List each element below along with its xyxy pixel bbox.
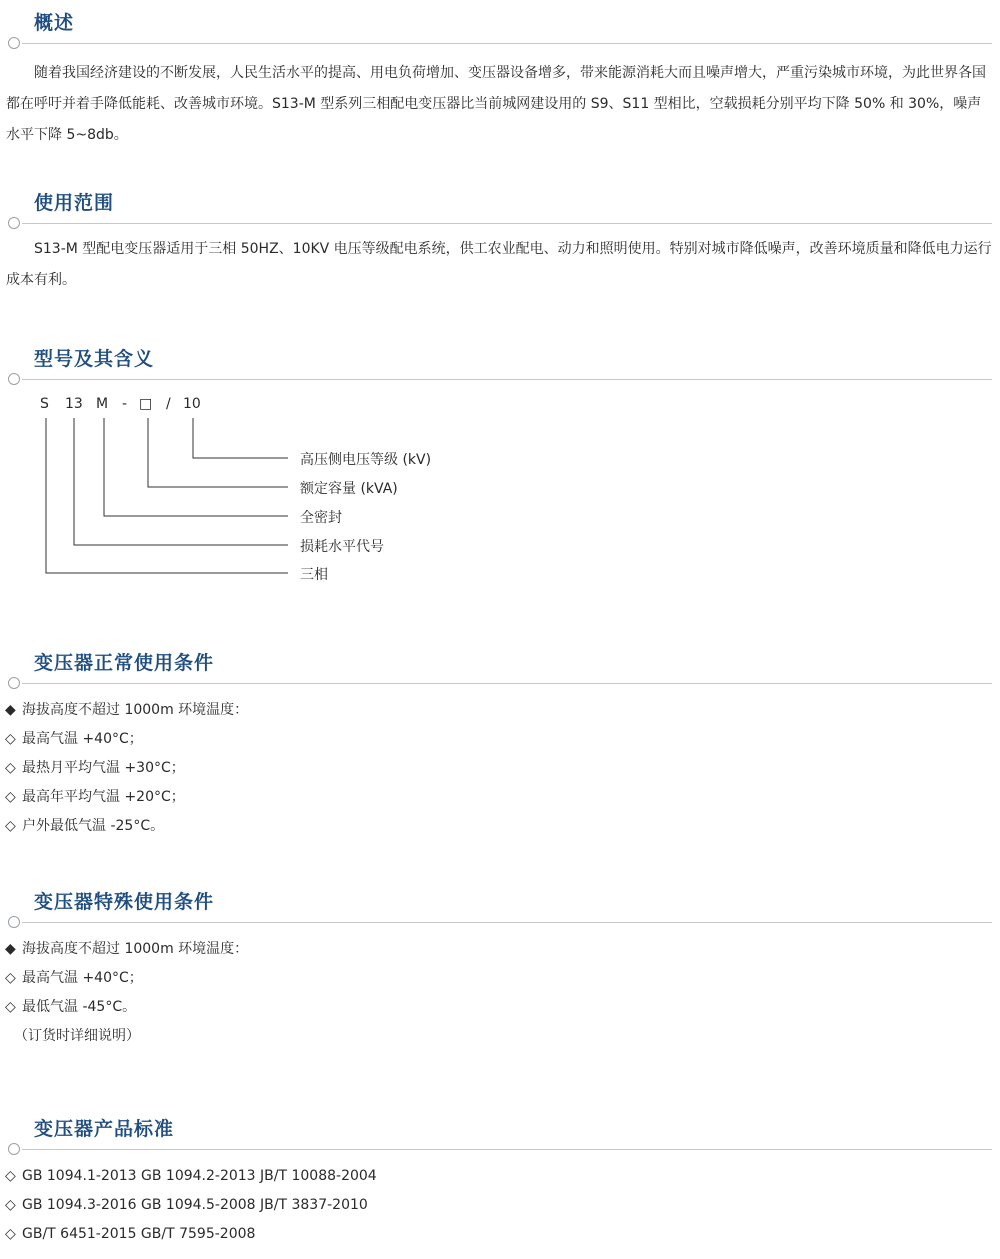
section-header bbox=[0, 650, 1000, 686]
section-header bbox=[0, 889, 1000, 925]
section-header bbox=[0, 346, 1000, 382]
model-diagram bbox=[0, 396, 500, 596]
connector-line bbox=[46, 418, 288, 573]
circle-icon bbox=[8, 373, 20, 385]
section-header bbox=[0, 10, 1000, 46]
model-code-voltage: 10 bbox=[183, 396, 201, 412]
list-item: ◇ GB 1094.3-2016 GB 1094.5-2008 JB/T 3837-2010 bbox=[0, 1191, 1000, 1220]
section-title: 使用范围 bbox=[34, 192, 115, 214]
filled-diamond-icon: ◆ bbox=[5, 702, 16, 718]
model-label-loss-level: 损耗水平代号 bbox=[300, 539, 384, 555]
diamond-icon: ◇ bbox=[5, 731, 16, 747]
list-item: ◇ 最高气温 +40°C； bbox=[0, 964, 1000, 993]
standards-section bbox=[0, 1116, 1000, 1249]
special-conditions-section bbox=[0, 889, 1000, 1051]
circle-icon bbox=[8, 1143, 20, 1155]
list-item: ◇ 最高气温 +40°C； bbox=[0, 725, 1000, 754]
divider bbox=[22, 683, 992, 684]
scope-section bbox=[0, 190, 1000, 296]
normal-conditions-section bbox=[0, 650, 1000, 841]
overview-text: 随着我国经济建设的不断发展，人民生活水平的提高、用电负荷增加、变压器设备增多，带来能源消耗大而且噪声增大，严重污染城市环境，为此世界各国都在呼吁并着手降低能耗、改善城市环境。S13-M 型系列三相配电变压器比当前城网建设用的 S9、S11 型相比，空载损耗分别平均下降 50% 和 30%，噪声水平下降 5~8db。 bbox=[6, 65, 986, 143]
section-title: 型号及其含义 bbox=[34, 348, 155, 370]
standards-list bbox=[0, 1162, 1000, 1249]
connector-line bbox=[193, 418, 288, 458]
diamond-icon: ◇ bbox=[5, 789, 16, 805]
connector-line bbox=[148, 418, 288, 487]
model-code-m: M bbox=[96, 396, 109, 412]
special-conditions-list bbox=[0, 935, 1000, 1051]
model-code-s: S bbox=[40, 396, 49, 412]
diamond-icon: ◇ bbox=[5, 818, 16, 834]
list-item: ◆ 海拔高度不超过 1000m 环境温度： bbox=[0, 696, 1000, 725]
list-item: ◇ GB 1094.1-2013 GB 1094.2-2013 JB/T 10088-2004 bbox=[0, 1162, 1000, 1191]
section-title: 变压器产品标准 bbox=[34, 1118, 175, 1140]
connector-line bbox=[74, 418, 288, 545]
diamond-icon: ◇ bbox=[5, 999, 16, 1015]
divider bbox=[22, 223, 992, 224]
section-header bbox=[0, 1116, 1000, 1152]
circle-icon bbox=[8, 37, 20, 49]
diamond-icon: ◇ bbox=[5, 1226, 16, 1242]
model-code-loss-level: 13 bbox=[65, 396, 83, 412]
scope-text: S13-M 型配电变压器适用于三相 50HZ、10KV 电压等级配电系统，供工农业配电、动力和照明使用。特别对城市降低噪声，改善环境质量和降低电力运行成本有利。 bbox=[6, 241, 992, 288]
list-item: ◇ GB/T 6451-2015 GB/T 7595-2008 bbox=[0, 1220, 1000, 1249]
diamond-icon: ◇ bbox=[5, 970, 16, 986]
section-title: 概述 bbox=[34, 12, 75, 34]
list-item: ◇ 最高年平均气温 +20°C； bbox=[0, 783, 1000, 812]
model-label-three-phase: 三相 bbox=[300, 567, 328, 583]
list-item: ◇ 最热月平均气温 +30°C； bbox=[0, 754, 1000, 783]
divider bbox=[22, 922, 992, 923]
overview-section bbox=[0, 10, 1000, 151]
model-code-slash: / bbox=[166, 396, 171, 412]
section-header bbox=[0, 190, 1000, 226]
model-label-voltage: 高压侧电压等级 (kV) bbox=[300, 452, 432, 468]
circle-icon bbox=[8, 916, 20, 928]
normal-conditions-list bbox=[0, 696, 1000, 841]
divider bbox=[22, 1149, 992, 1150]
connector-line bbox=[104, 418, 288, 516]
list-item: ◇ 最低气温 -45°C。 bbox=[0, 993, 1000, 1022]
section-title: 变压器正常使用条件 bbox=[34, 652, 215, 674]
model-connector-lines bbox=[0, 396, 500, 596]
filled-diamond-icon: ◆ bbox=[5, 941, 16, 957]
list-item: ◇ 户外最低气温 -25°C。 bbox=[0, 812, 1000, 841]
model-label-sealed: 全密封 bbox=[300, 510, 342, 526]
divider bbox=[22, 43, 992, 44]
diamond-icon: ◇ bbox=[5, 760, 16, 776]
model-section bbox=[0, 346, 1000, 583]
section-title: 变压器特殊使用条件 bbox=[34, 891, 215, 913]
order-note: （订货时详细说明） bbox=[14, 1028, 140, 1044]
diamond-icon: ◇ bbox=[5, 1168, 16, 1184]
divider bbox=[22, 379, 992, 380]
circle-icon bbox=[8, 677, 20, 689]
list-item: ◆ 海拔高度不超过 1000m 环境温度： bbox=[0, 935, 1000, 964]
model-label-capacity: 额定容量 (kVA) bbox=[300, 481, 398, 497]
circle-icon bbox=[8, 217, 20, 229]
diamond-icon: ◇ bbox=[5, 1197, 16, 1213]
model-code-dash: - bbox=[122, 396, 128, 412]
model-code-capacity-box: □ bbox=[139, 396, 153, 412]
